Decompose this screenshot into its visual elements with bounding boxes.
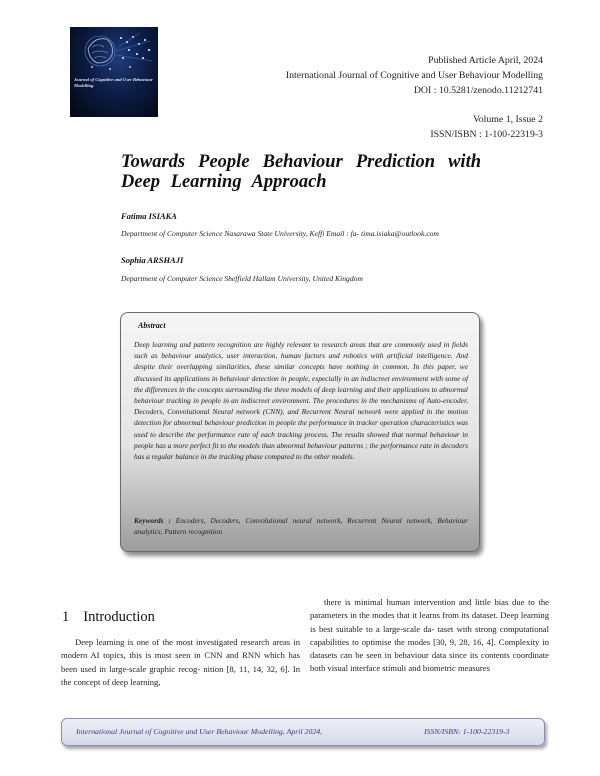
body-column-right: there is minimal human intervention and little bias due to the parameters in the modes that it learns from its dataset. Deep learning is best suitable to a large-scale da- taset with strong computational capabilities to optimise the modes [30, 9, 28, 16, 4]. Complexity in datasets can be seen in behaviour data since its contents coordinate both visual interface stimuli and biometric measures (310, 597, 549, 674)
section-title: Introduction (83, 609, 155, 625)
doi-link[interactable]: DOI : 10.5281/zenodo.11212741 (413, 85, 543, 96)
cover-title: Journal of Cognitive and User Behaviour Modelling (74, 77, 153, 88)
keywords-list: Encoders, Decoders, Convolutional neural network, Recurrent Neural network, Behaviour analytics, Pattern recognition (134, 516, 468, 537)
author-affiliation-2: Department of Computer Science Sheffield Hallam University, United Kingdom (121, 274, 363, 283)
journal-name: International Journal of Cognitive and User Behaviour Modelling (285, 70, 543, 81)
section-number: 1 (62, 609, 70, 625)
issn-header: ISSN/ISBN : 1-100-22319-3 (430, 129, 543, 140)
keywords-label: Keywords : (134, 516, 171, 525)
author-name-1: Fatima ISIAKA (121, 211, 177, 221)
abstract-box (120, 312, 480, 552)
footer-journal: International Journal of Cognitive and User Behaviour Modelling, April 2024, (76, 727, 323, 736)
section-heading (62, 609, 169, 626)
volume-issue: Volume 1, Issue 2 (472, 114, 543, 125)
journal-cover-image (70, 27, 158, 117)
cover-artwork (70, 27, 158, 117)
abstract-heading: Abstract (138, 321, 166, 330)
body-column-left: Deep learning is one of the most investigated research areas in modern AI topics, this is most seen in CNN and RNN which has been used in large-scale graphic recog- nition [8, 11, 14, 32, 6]. In the concept of deep learning, (61, 637, 300, 687)
footer-issn: ISSN/ISBN: 1-100-22319-3 (424, 727, 510, 736)
author-affiliation-1: Department of Computer Science Nasarawa State University, Keffi Email : fa- tima.isiaka@outlook.com (121, 229, 439, 238)
author-name-2: Sophia ARSHAJI (121, 255, 184, 265)
published-date: Published Article April, 2024 (428, 55, 543, 66)
paper-title: Towards People Behaviour Prediction with Deep Learning Approach (121, 152, 481, 192)
keywords (134, 515, 468, 537)
page-footer (61, 718, 545, 746)
abstract-text: Deep learning and pattern recognition are highly relevant to research areas that are commonly used in fields such as behaviour analytics, user interaction, human factors and robotics with artificial intelligence. And despite their overlapping similarities, these similar concepts have nothing in common. In this paper, we discussed its applications in behaviour detection in people, especially in an indiscreet environment with some of the differences in the concepts surrounding the three models of deep learning and their applications to abnormal behaviour tracking in people in an indiscreet environment. The procedures in the mechanisms of Auto-encoder, Decoders, Convolutional Neural network (CNN), and Recurrent Neural network were applied in the motion detection for abnormal behaviour prediction in people the performance in tracker operation characteristics was used to describe the performance rate of each tracking process. The results showed that normal behaviour in people has a more perfect fit to the models than abnormal behaviour patterns ; the performance rate in decoders has a regular balance in the tracking phase compared to the other models. (134, 340, 468, 462)
